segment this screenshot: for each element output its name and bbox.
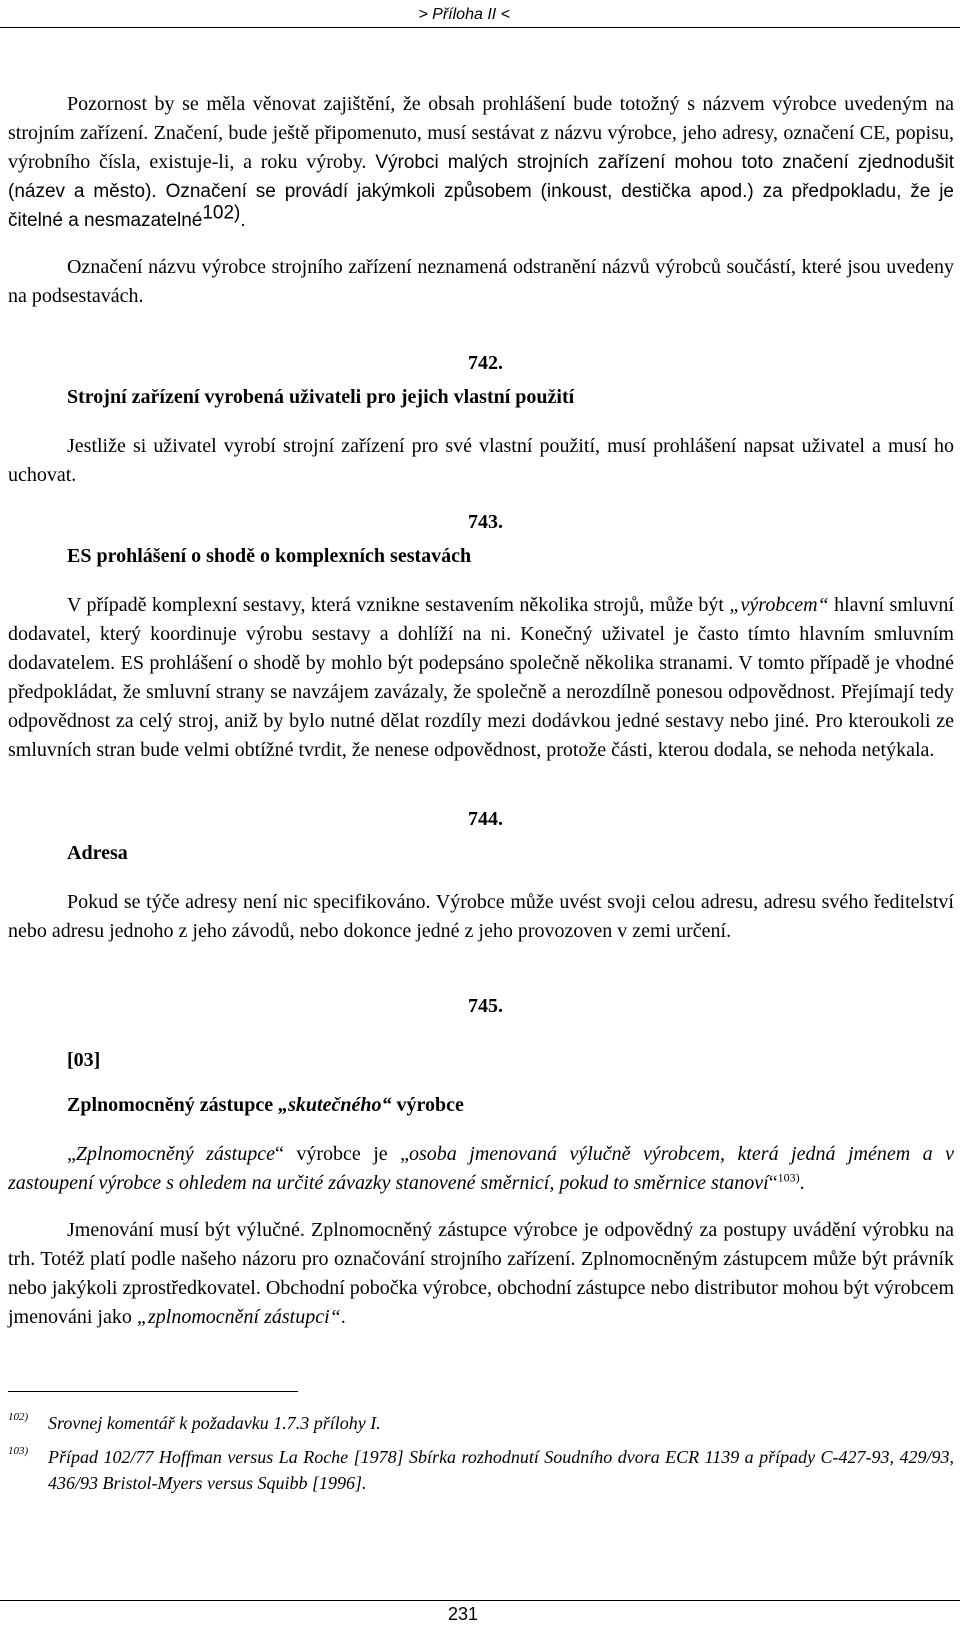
header-divider <box>0 27 960 28</box>
section-text-744: Pokud se týče adresy není nic specifikováno. Výrobce může uvést svoji celou adresu, adresu svého ředitelství nebo adresu jednoho z jeho závodů, nebo dokonce jedné z jeho provozoven v zemi určení. <box>8 891 954 942</box>
main-content <box>8 90 954 1350</box>
text-part: V případě komplexní sestavy, která vznikne sestavením několika strojů, může být <box>67 594 730 616</box>
text-italic: „zplnomocnění zástupci“ <box>136 1306 341 1328</box>
paragraph-text: Označení názvu výrobce strojního zařízení neznamená odstranění názvů výrobců součástí, které jsou uvedeny na podsestavách. <box>8 256 954 307</box>
section-text-743 <box>8 591 954 765</box>
text-italic: „výrobcem“ <box>729 594 829 616</box>
text-part: Jmenování musí být výlučné. Zplnomocněný zástupce výrobce je odpovědný za postupy uvádění výrobku na trh. Totéž platí podle našeho názoru pro označování strojního zařízení. Zplnomocněným zástupcem může být právník nebo jakýkoli zprostředkovatel. Obchodní pobočka výrobce, obchodní zástupce nebo distributor mohou být výrobcem jmenováni jako <box>8 1219 954 1328</box>
footnote-text: Srovnej komentář k požadavku 1.7.3 přílohy I. <box>48 1413 381 1433</box>
section-text-745 <box>8 1216 954 1332</box>
section-text-742: Jestliže si uživatel vyrobí strojní zařízení pro své vlastní použití, musí prohlášení napsat uživatel a musí ho uchovat. <box>8 435 954 486</box>
section-heading-744: Adresa <box>67 842 128 864</box>
section-number-743: 743. <box>468 511 503 533</box>
section-heading-742: Strojní zařízení vyrobená uživateli pro jejich vlastní použití <box>67 386 575 408</box>
section-number-744: 744. <box>468 808 503 830</box>
section-number-745: 745. <box>468 995 503 1017</box>
footnote-text: Případ 102/77 Hoffman versus La Roche [1978] Sbírka rozhodnutí Soudního dvora ECR 1139 a případy C-427-93, 429/93, 436/93 Bristol-Myers versus Squibb [1996]. <box>48 1447 954 1493</box>
footnote-divider <box>8 1391 298 1392</box>
paragraph-manufacturer-name <box>8 90 954 235</box>
section-number-742: 742. <box>468 352 503 374</box>
def-part: “ <box>768 1172 778 1194</box>
footnote-ref-103[interactable]: 103) <box>777 1170 800 1185</box>
paragraph-subassemblies <box>8 253 954 311</box>
section-heading-743: ES prohlášení o shodě o komplexních sestavách <box>67 545 472 567</box>
heading-part: Zplnomocněný zástupce <box>67 1094 279 1116</box>
page-header: > Příloha II < <box>418 6 510 23</box>
footnote-number: 102) <box>8 1411 29 1423</box>
paragraph-part: Pozornost by se měla věnovat zajištění, že obsah prohlášení bude totožný s názvem výrobce uvedeným na strojním zařízení. Značení, bude ještě připomenuto, musí sestávat z názvu výrobce, jeho adresy, označení CE, popisu, výrobního čísla, existuje-li, a roku výroby. <box>8 93 954 173</box>
page-number: 231 <box>448 1604 479 1624</box>
section-tag-745: [03] <box>67 1049 101 1071</box>
paragraph-end: . <box>240 210 246 231</box>
section-heading-745 <box>67 1091 954 1120</box>
def-part: „ <box>67 1143 76 1165</box>
text-part: hlavní smluvní dodavatel, který koordinuje výrobu sestavy a dohlíží na ni. Konečný uživatel je často tímto hlavním smluvním dodavatelem. ES prohlášení o shodě by mohlo být podepsáno společně několika stranami. V tomto případě je vhodné předpokládat, že smluvní strany se navzájem zavázaly, že společně a nerozdílně ponesou odpovědnost. Přejímají tedy odpovědnost za celý stroj, aniž by bylo nutné dělat rozdíly mezi dodávkou jedné sestavy nebo jiné. Pro kteroukoli ze smluvních stran bude velmi obtížné tvrdit, že nenese odpovědnost, protože části, kterou dodala, se nehoda netýkala. <box>8 594 954 761</box>
heading-part: výrobce <box>391 1094 464 1116</box>
footnote-number: 103) <box>8 1445 29 1457</box>
def-end: . <box>799 1172 805 1194</box>
text-end: . <box>340 1306 346 1328</box>
def-part: “ výrobce je „ <box>275 1143 410 1165</box>
heading-italic: „skutečného“ <box>278 1094 392 1116</box>
def-italic: Zplnomocněný zástupce <box>75 1143 275 1165</box>
footnote-ref-102[interactable]: 102) <box>202 202 241 224</box>
section-definition-745 <box>8 1140 954 1198</box>
def-italic: osoba jmenovaná výlučně výrobcem, která jedná jménem a v zastoupení výrobce s ohledem na určité závazky stanovené směrnicí, pokud to směrnice stanoví <box>8 1143 954 1194</box>
footnote-103 <box>8 1444 954 1496</box>
footer-divider <box>0 1600 960 1601</box>
footnote-102 <box>8 1410 954 1436</box>
paragraph-part-sans: Výrobci malých strojních zařízení mohou toto značení zjednodušit (název a město). Označení se provádí jakýmkoli způsobem (inkoust, destička apod.) za předpokladu, že je čitelné a nesmazatelné <box>8 152 954 231</box>
